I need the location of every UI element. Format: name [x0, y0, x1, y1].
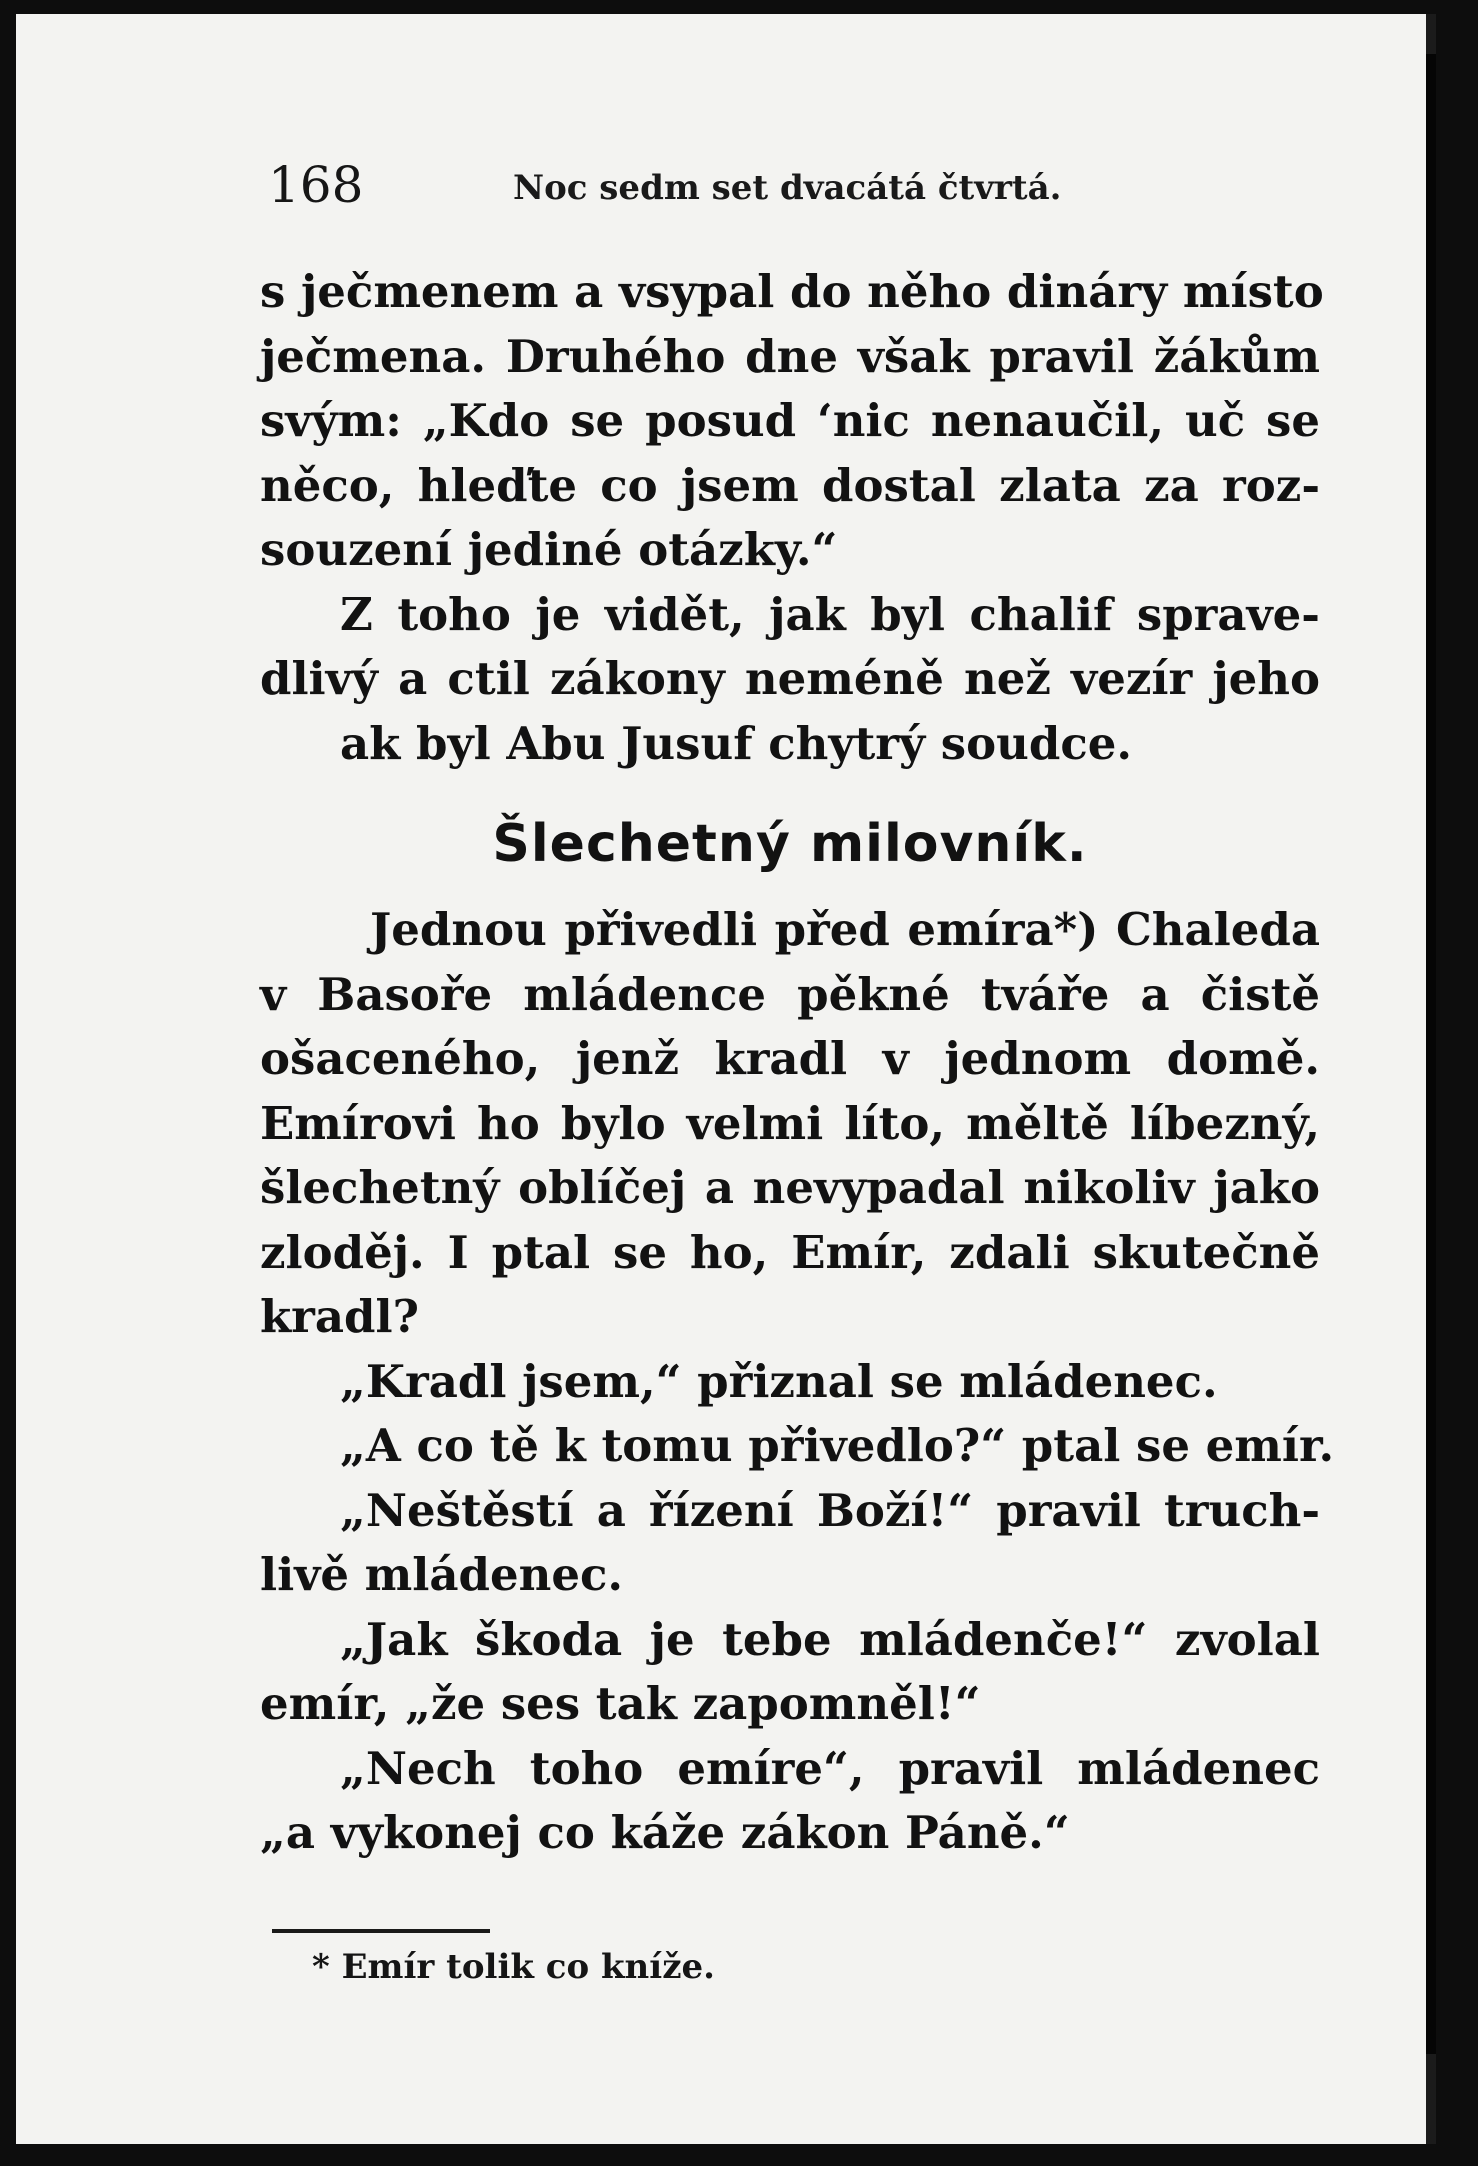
- page-body: [260, 260, 1335, 1866]
- text-line: Emírovi ho bylo velmi líto, měltě líbezný,: [260, 1096, 1320, 1150]
- text-line: něco, hleďte co jsem dostal zlata za roz-: [260, 458, 1320, 512]
- text-line: „a vykonej co káže zákon Páně.“: [260, 1806, 1070, 1859]
- text-line: ječmena. Druhého dne však pravil žákům: [260, 329, 1320, 383]
- text-line: ošaceného, jenž kradl v jednom domě.: [260, 1032, 1320, 1085]
- text-line: ak byl Abu Jusuf chytrý soudce.: [340, 716, 1133, 770]
- book-page: [16, 14, 1436, 2144]
- text-line: Z toho je vidět, jak byl chalif sprave-: [340, 587, 1320, 641]
- page-number: 168: [268, 156, 364, 214]
- text-line: svým: „Kdo se posud ‘nic nenaučil, uč se: [260, 394, 1320, 447]
- section-title: Šlechetný milovník.: [492, 814, 1088, 874]
- text-line: livě mládenec.: [260, 1548, 624, 1601]
- text-line: šlechetný oblíčej a nevypadal nikoliv jako: [260, 1161, 1320, 1214]
- text-line: „Kradl jsem,“ přiznal se mládenec.: [340, 1354, 1218, 1408]
- page-header: [268, 156, 1338, 212]
- text-line: „A co tě k tomu přivedlo?“ ptal se emír.: [340, 1419, 1335, 1472]
- text-line: emír, „že ses tak zapomněl!“: [260, 1677, 981, 1730]
- footnote-rule: [272, 1929, 490, 1933]
- footnote: * Emír tolik co kníže.: [312, 1947, 715, 1987]
- text-line: Jednou přivedli před emíra*) Chaleda: [370, 903, 1320, 956]
- text-line: souzení jediné otázky.“: [260, 523, 838, 576]
- text-line: „Jak škoda je tebe mládenče!“ zvolal: [340, 1612, 1320, 1666]
- text-line: kradl?: [260, 1290, 419, 1343]
- text-line: „Nech toho emíre“, pravil mládenec: [340, 1741, 1320, 1795]
- text-line: „Neštěstí a řízení Boží!“ pravil truch-: [340, 1483, 1320, 1537]
- text-line: zloděj. I ptal se ho, Emír, zdali skutečně: [260, 1225, 1320, 1279]
- text-line: s ječmenem a vsypal do něho dináry místo: [260, 265, 1324, 318]
- text-line: v Basoře mládence pěkné tváře a čistě: [260, 967, 1320, 1021]
- text-line: dlivý a ctil zákony neméně než vezír jeho: [260, 652, 1320, 705]
- running-title: Noc sedm set dvacátá čtvrtá.: [513, 168, 1062, 208]
- page-edge: [1426, 54, 1436, 2054]
